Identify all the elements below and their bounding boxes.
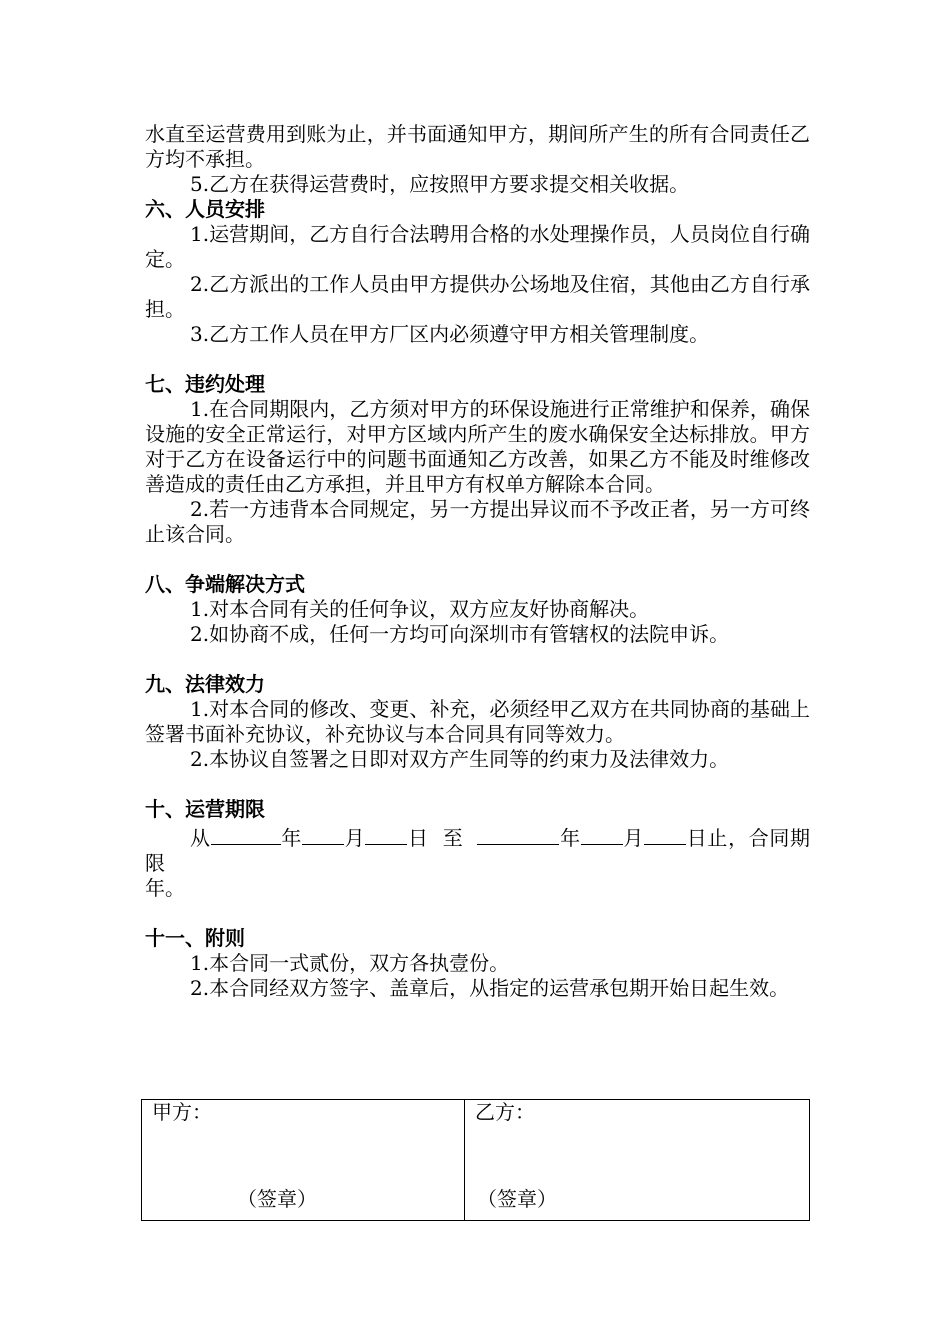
section-heading-dispute: 八、争端解决方式 <box>145 572 305 596</box>
party-a-cell <box>142 1100 465 1221</box>
term-to: 至 <box>442 826 464 850</box>
paragraph-receipt: 5.乙方在获得运营费时，应按照甲方要求提交相关收据。 <box>190 172 690 196</box>
section-heading-legal-effect: 九、法律效力 <box>145 672 265 696</box>
misc-item-2: 2.本合同经双方签字、盖章后，从指定的运营承包期开始日起生效。 <box>190 976 790 1000</box>
term-end-year-label: 年 <box>559 826 581 850</box>
term-start-month-label: 月 <box>344 826 366 850</box>
blank-end-day <box>644 822 686 845</box>
spacer <box>145 772 810 797</box>
section-heading-misc: 十一、附则 <box>145 926 245 950</box>
blank-end-month <box>581 822 623 845</box>
term-end-day-label: 日 <box>686 826 708 850</box>
legal-item-2: 2.本协议自签署之日即对双方产生同等的约束力及法律效力。 <box>190 747 730 771</box>
spacer <box>145 347 810 372</box>
blank-start-year <box>211 822 281 845</box>
term-line <box>145 822 810 876</box>
blank-start-day <box>365 822 407 845</box>
spacer <box>145 647 810 672</box>
misc-item-1: 1.本合同一式贰份，双方各执壹份。 <box>190 951 510 975</box>
section-heading-term: 十、运营期限 <box>145 797 265 821</box>
dispute-item-1: 1.对本合同有关的任何争议，双方应友好协商解决。 <box>190 597 650 621</box>
party-a-seal: （签章） <box>237 1187 317 1211</box>
staffing-item-1: 1.运营期间，乙方自行合法聘用合格的水处理操作员，人员岗位自行确定。 <box>145 222 810 271</box>
party-a-label: 甲方： <box>152 1100 212 1124</box>
breach-item-2: 2.若一方违背本合同规定，另一方提出异议而不予改正者，另一方可终止该合同。 <box>145 497 810 546</box>
party-b-label: 乙方： <box>475 1100 535 1124</box>
blank-end-year <box>477 822 559 845</box>
spacer <box>145 547 810 572</box>
staffing-item-3: 3.乙方工作人员在甲方厂区内必须遵守甲方相关管理制度。 <box>190 322 710 346</box>
term-from: 从 <box>190 826 211 850</box>
contract-page <box>145 122 810 1001</box>
term-start-year-label: 年 <box>280 826 302 850</box>
party-b-seal: （签章） <box>477 1187 557 1211</box>
signature-table <box>141 1099 810 1221</box>
term-end: 止，合同期限 <box>145 826 811 875</box>
breach-item-1: 1.在合同期限内，乙方须对甲方的环保设施进行正常维护和保养，确保设施的安全正常运行，对甲方区域内所产生的废水确保安全达标排放。甲方对于乙方在设备运行中的问题书面通知乙方改善，如果乙方不能及时维修改善造成的责任由乙方承担，并且甲方有权单方解除本合同。 <box>145 397 810 496</box>
section-heading-breach: 七、违约处理 <box>145 372 265 396</box>
dispute-item-2: 2.如协商不成，任何一方均可向深圳市有管辖权的法院申诉。 <box>190 622 730 646</box>
term-tail: 年。 <box>145 876 185 900</box>
blank-start-month <box>302 822 344 845</box>
term-start-day-label: 日 <box>407 826 429 850</box>
legal-item-1: 1.对本合同的修改、变更、补充，必须经甲乙双方在共同协商的基础上签署书面补充协议，补充协议与本合同具有同等效力。 <box>145 697 810 746</box>
term-end-month-label: 月 <box>622 826 645 850</box>
party-b-cell <box>465 1100 810 1221</box>
staffing-item-2: 2.乙方派出的工作人员由甲方提供办公场地及住宿，其他由乙方自行承担。 <box>145 272 810 321</box>
paragraph-continuation: 水直至运营费用到账为止，并书面通知甲方，期间所产生的所有合同责任乙方均不承担。 <box>145 122 810 171</box>
spacer <box>145 901 810 926</box>
section-heading-staffing: 六、人员安排 <box>145 197 265 221</box>
